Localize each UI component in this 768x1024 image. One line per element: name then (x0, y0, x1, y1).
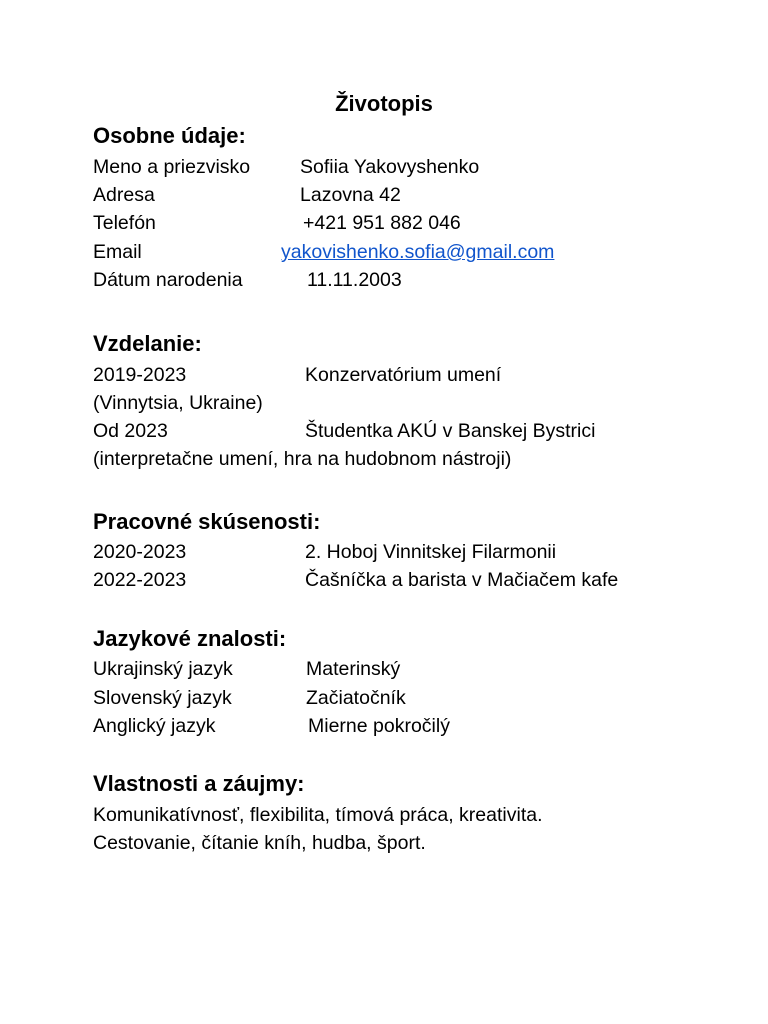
row-label: Slovenský jazyk (93, 687, 232, 709)
traits-line-skills: Komunikatívnosť, flexibilita, tímová práca, kreativita. (93, 804, 543, 826)
row-label: 2019-2023 (93, 364, 187, 386)
row-value: Konzervatórium umení (305, 364, 502, 386)
row-label: Adresa (93, 184, 155, 206)
row-value: +421 951 882 046 (303, 212, 461, 234)
education-note-location: (Vinnytsia, Ukraine) (93, 392, 263, 414)
row-label: Anglický jazyk (93, 715, 216, 737)
education-row-conservatory (93, 361, 753, 389)
row-label: Email (93, 241, 142, 263)
row-value: Materinský (306, 658, 401, 680)
personal-row-address (93, 181, 753, 209)
document-title: Životopis (335, 91, 433, 116)
email-link[interactable]: yakovishenko.sofia@gmail.com (281, 241, 555, 263)
row-value: Začiatočník (306, 687, 406, 709)
work-row-barista (93, 566, 753, 594)
language-row-ukrainian (93, 655, 753, 683)
row-value: Lazovna 42 (300, 184, 401, 206)
personal-row-email (93, 238, 753, 266)
row-value: Sofiia Yakovyshenko (300, 156, 480, 178)
row-label: 2022-2023 (93, 569, 187, 591)
row-value: Študentka AKÚ v Banskej Bystrici (305, 420, 596, 442)
personal-row-phone (93, 209, 753, 237)
row-value: 11.11.2003 (307, 269, 402, 291)
row-label: Meno a priezvisko (93, 156, 251, 178)
row-label: Od 2023 (93, 420, 168, 442)
row-label: Telefón (93, 212, 156, 234)
personal-row-birthdate (93, 266, 753, 294)
traits-line-hobbies: Cestovanie, čítanie kníh, hudba, šport. (93, 832, 426, 854)
row-label: Dátum narodenia (93, 269, 243, 291)
row-label: 2020-2023 (93, 541, 187, 563)
section-heading-work: Pracovné skúsenosti: (93, 509, 321, 534)
row-label: Ukrajinský jazyk (93, 658, 233, 680)
section-heading-personal: Osobne údaje: (93, 123, 246, 148)
language-row-slovak (93, 684, 753, 712)
row-value: Mierne pokročilý (308, 715, 450, 737)
section-heading-languages: Jazykové znalosti: (93, 626, 287, 651)
personal-row-name (93, 153, 753, 181)
row-value: 2. Hoboj Vinnitskej Filarmonii (305, 541, 557, 563)
education-note-field: (interpretačne umení, hra na hudobnom nástroji) (93, 448, 512, 470)
row-value: Čašníčka a barista v Mačiačem kafe (305, 569, 619, 591)
section-heading-education: Vzdelanie: (93, 331, 202, 356)
language-row-english (93, 712, 753, 740)
education-row-university (93, 417, 753, 445)
section-heading-traits: Vlastnosti a záujmy: (93, 771, 305, 796)
work-row-philharmonic (93, 538, 753, 566)
